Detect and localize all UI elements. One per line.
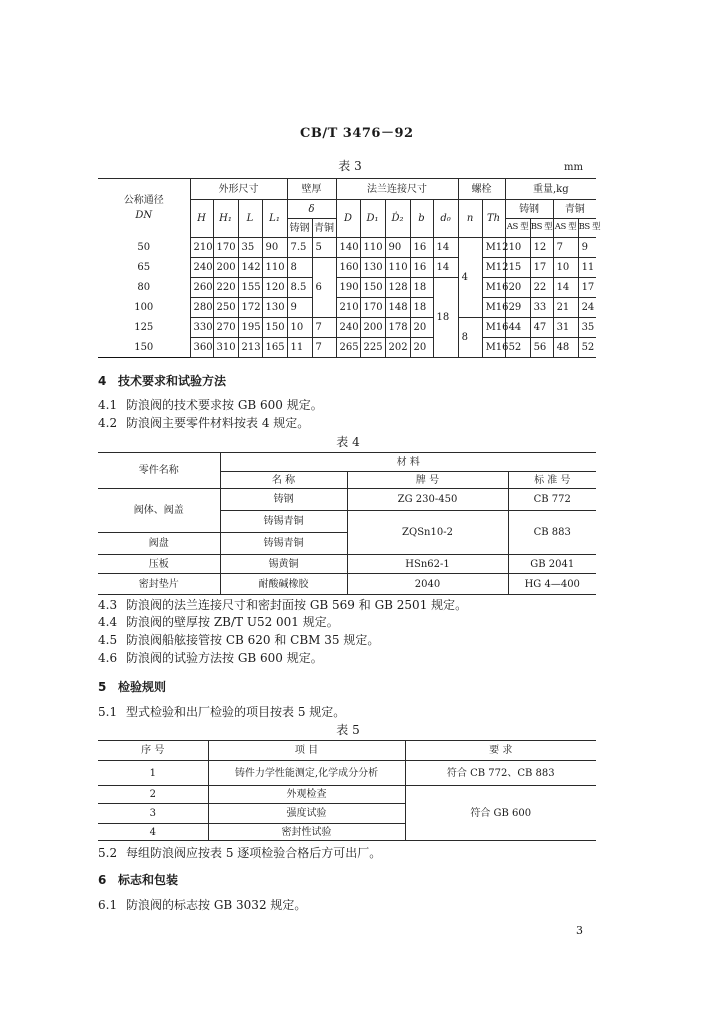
weight-bronze-as-header: AS 型 [553, 219, 578, 238]
part-name-header: 零件名称 [98, 453, 220, 489]
table-row [98, 318, 596, 338]
th-cell: M16 [482, 278, 505, 298]
clause-text: 型式检验和出厂检验的项目按表 5 规定。 [126, 705, 346, 719]
l-cell: 195 [238, 318, 262, 338]
b-header: b [410, 200, 433, 238]
weight-cast-steel-as-cell: 20 [505, 278, 530, 298]
section-number: 4 [98, 374, 107, 388]
th-header: Th [482, 200, 505, 238]
th-cell: M12 [482, 258, 505, 278]
weight-bronze-as-cell: 10 [553, 258, 578, 278]
item-number-header: 序 号 [98, 741, 208, 761]
table-row [98, 258, 596, 278]
weight-bronze-as-cell: 48 [553, 338, 578, 358]
b-cell: 20 [410, 318, 433, 338]
dn-cell: 65 [98, 258, 190, 278]
weight-bronze-bs-header: BS 型 [578, 219, 596, 238]
clause-text: 防浪阀主要零件材料按表 4 规定。 [126, 416, 310, 430]
l1-cell: 130 [262, 298, 287, 318]
h-cell: 360 [190, 338, 213, 358]
wall-thickness-header: 壁厚 [287, 179, 336, 200]
material-grade-cell: ZG 230-450 [347, 489, 508, 511]
item-number-cell: 3 [98, 804, 208, 824]
d1-cell: 150 [360, 278, 385, 298]
h-cell: 330 [190, 318, 213, 338]
l-header: L [238, 200, 262, 238]
section-6-heading [98, 873, 178, 887]
d-cell: 140 [336, 238, 360, 258]
item-number-cell: 4 [98, 824, 208, 841]
material-grade-header: 牌 号 [347, 472, 508, 489]
d-cell: 210 [336, 298, 360, 318]
l1-header: L₁ [262, 200, 287, 238]
material-standard-cell: HG 4—400 [508, 574, 596, 595]
l-cell: 35 [238, 238, 262, 258]
clause-number: 4.3 [98, 598, 118, 612]
page-number: 3 [576, 924, 583, 937]
d-cell: 265 [336, 338, 360, 358]
table-4-body [98, 489, 596, 595]
clause-6-1 [98, 898, 306, 912]
h-cell: 280 [190, 298, 213, 318]
clause-text: 防浪阀的技术要求按 GB 600 规定。 [126, 398, 323, 412]
dn-cell: 150 [98, 338, 190, 358]
material-grade-cell: 2040 [347, 574, 508, 595]
clause-4-1 [98, 398, 323, 412]
clause-text: 防浪阀的法兰连接尺寸和密封面按 GB 569 和 GB 2501 规定。 [126, 598, 468, 612]
b-cell: 18 [410, 298, 433, 318]
weight-bronze-bs-cell: 9 [578, 238, 596, 258]
wall-cast-steel-cell: 8 [287, 258, 312, 278]
th-cell: M12 [482, 238, 505, 258]
material-name-cell: 锡黄铜 [220, 555, 347, 574]
n-header: n [458, 200, 482, 238]
clause-number: 4.1 [98, 398, 118, 412]
weight-cast-steel-bs-cell: 33 [530, 298, 553, 318]
table-row [98, 338, 596, 358]
weight-cast-steel-bs-cell: 47 [530, 318, 553, 338]
dn-cell: 80 [98, 278, 190, 298]
d2-header: Ḋ₂ [385, 200, 410, 238]
material-standard-header: 标 准 号 [508, 472, 596, 489]
clause-number: 4.5 [98, 633, 118, 647]
dn-cell: 50 [98, 238, 190, 258]
nominal-diameter-symbol: DN [135, 210, 153, 222]
material-name-cell: 铸锡青铜 [220, 533, 347, 555]
d2-cell: 110 [385, 258, 410, 278]
clause-text: 防浪阀的试验方法按 GB 600 规定。 [126, 651, 323, 665]
wall-bronze-cell: 7 [312, 318, 336, 338]
clause-5-1 [98, 705, 345, 719]
l-cell: 172 [238, 298, 262, 318]
table-3-unit: mm [564, 162, 583, 173]
inspection-item-cell: 铸件力学性能测定,化学成分分析 [208, 761, 405, 786]
weight-cast-steel-as-cell: 52 [505, 338, 530, 358]
flange-connection-header: 法兰连接尺寸 [336, 179, 458, 200]
table-4-caption: 表 4 [336, 435, 360, 449]
clause-text: 每组防浪阀应按表 5 逐项检验合格后方可出厂。 [126, 846, 382, 860]
clause-number: 6.1 [98, 898, 118, 912]
d1-cell: 110 [360, 238, 385, 258]
table-4-header-row [98, 453, 596, 472]
weight-bronze-bs-cell: 11 [578, 258, 596, 278]
weight-cast-steel-as-cell: 29 [505, 298, 530, 318]
clause-number: 4.4 [98, 615, 118, 629]
bolt-header: 螺栓 [458, 179, 505, 200]
clause-text: 防浪阀船舷接管按 CB 620 和 CBM 35 规定。 [126, 633, 380, 647]
weight-bronze-bs-cell: 24 [578, 298, 596, 318]
th-cell: M16 [482, 338, 505, 358]
weight-cast-steel-bs-cell: 12 [530, 238, 553, 258]
d0-cell: 14 [433, 258, 458, 278]
table-3-caption: 表 3 [338, 159, 362, 173]
section-title: 检验规则 [118, 680, 167, 694]
wall-bronze-cell: 7 [312, 338, 336, 358]
material-name-header: 名 称 [220, 472, 347, 489]
clause-text: 防浪阀的壁厚按 ZB/T U52 001 规定。 [126, 615, 339, 629]
table-row [98, 761, 596, 786]
h1-header: H₁ [213, 200, 238, 238]
d-header: D [336, 200, 360, 238]
h1-cell: 310 [213, 338, 238, 358]
material-header: 材 料 [220, 453, 596, 472]
nominal-diameter-label: 公称通径 [123, 195, 164, 207]
d1-cell: 170 [360, 298, 385, 318]
d0-header: d₀ [433, 200, 458, 238]
weight-header: 重量,kg [505, 179, 596, 200]
item-number-cell: 2 [98, 786, 208, 804]
clause-number: 5.2 [98, 846, 118, 860]
h-cell: 240 [190, 258, 213, 278]
d-cell: 240 [336, 318, 360, 338]
d2-cell: 202 [385, 338, 410, 358]
table-4-materials [98, 452, 596, 595]
section-number: 5 [98, 680, 107, 694]
standard-code: CB/T 3476－92 [300, 126, 414, 141]
wall-bronze-cell: 6 [312, 258, 336, 318]
weight-cast-steel-bs-header: BS 型 [530, 219, 553, 238]
d-cell: 160 [336, 258, 360, 278]
clause-4-3 [98, 598, 467, 612]
wall-bronze-header: 青铜 [312, 219, 336, 238]
wall-cast-steel-cell: 7.5 [287, 238, 312, 258]
h1-cell: 200 [213, 258, 238, 278]
clause-number: 4.2 [98, 416, 118, 430]
section-title: 技术要求和试验方法 [118, 374, 227, 388]
table-3-header-row [98, 179, 596, 200]
b-cell: 16 [410, 258, 433, 278]
material-standard-cell: GB 2041 [508, 555, 596, 574]
nominal-diameter-header [98, 179, 190, 238]
clause-number: 5.1 [98, 705, 118, 719]
b-cell: 18 [410, 278, 433, 298]
th-cell: M16 [482, 298, 505, 318]
d0-cell: 14 [433, 238, 458, 258]
weight-bronze-as-cell: 21 [553, 298, 578, 318]
weight-cast-steel-as-cell: 15 [505, 258, 530, 278]
n-cell: 8 [458, 318, 482, 358]
clause-4-6 [98, 651, 323, 665]
clause-5-2 [98, 846, 381, 860]
d2-cell: 90 [385, 238, 410, 258]
table-row [98, 574, 596, 595]
table-5-body [98, 761, 596, 841]
h-cell: 260 [190, 278, 213, 298]
material-standard-cell: CB 772 [508, 489, 596, 511]
d1-header: D₁ [360, 200, 385, 238]
l1-cell: 90 [262, 238, 287, 258]
requirement-header: 要 求 [405, 741, 596, 761]
weight-cast-steel-as-cell: 44 [505, 318, 530, 338]
table-row [98, 786, 596, 804]
section-4-heading [98, 374, 226, 388]
material-grade-cell: ZQSn10-2 [347, 511, 508, 555]
table-row [98, 555, 596, 574]
dn-cell: 125 [98, 318, 190, 338]
clause-4-4 [98, 615, 339, 629]
table-5-header-row [98, 741, 596, 761]
weight-bronze-bs-cell: 17 [578, 278, 596, 298]
item-number-cell: 1 [98, 761, 208, 786]
clause-4-2 [98, 416, 309, 430]
d2-cell: 178 [385, 318, 410, 338]
n-cell: 4 [458, 238, 482, 318]
table-5-caption: 表 5 [336, 723, 360, 737]
dn-cell: 100 [98, 298, 190, 318]
weight-cast-steel-bs-cell: 56 [530, 338, 553, 358]
l-cell: 213 [238, 338, 262, 358]
d-cell: 190 [336, 278, 360, 298]
table-5-inspection [98, 740, 596, 841]
h-header: H [190, 200, 213, 238]
weight-bronze-bs-cell: 52 [578, 338, 596, 358]
inspection-item-cell: 密封性试验 [208, 824, 405, 841]
weight-cast-steel-as-cell: 10 [505, 238, 530, 258]
requirement-cell: 符合 CB 772、CB 883 [405, 761, 596, 786]
wall-cast-steel-cell: 11 [287, 338, 312, 358]
d0-cell: 18 [433, 278, 458, 358]
l-cell: 142 [238, 258, 262, 278]
wall-cast-steel-cell: 9 [287, 298, 312, 318]
delta-header: δ [287, 200, 336, 219]
table-3-body [98, 238, 596, 358]
table-row [98, 278, 596, 298]
table-3-dimensions [98, 178, 601, 358]
wall-bronze-cell: 5 [312, 238, 336, 258]
b-cell: 20 [410, 338, 433, 358]
b-cell: 16 [410, 238, 433, 258]
clause-4-5 [98, 633, 379, 647]
th-cell: M16 [482, 318, 505, 338]
d1-cell: 225 [360, 338, 385, 358]
weight-cast-steel-as-header: AS 型 [505, 219, 530, 238]
h1-cell: 220 [213, 278, 238, 298]
weight-bronze-header: 青铜 [553, 200, 596, 219]
part-name-cell: 密封垫片 [98, 574, 220, 595]
section-number: 6 [98, 873, 107, 887]
wall-cast-steel-header: 铸钢 [287, 219, 312, 238]
clause-number: 4.6 [98, 651, 118, 665]
weight-cast-steel-header: 铸钢 [505, 200, 553, 219]
table-row [98, 238, 596, 258]
outline-dimensions-header: 外形尺寸 [190, 179, 287, 200]
inspection-item-header: 项 目 [208, 741, 405, 761]
clause-text: 防浪阀的标志按 GB 3032 规定。 [126, 898, 307, 912]
inspection-item-cell: 强度试验 [208, 804, 405, 824]
d1-cell: 130 [360, 258, 385, 278]
material-name-cell: 耐酸碱橡胶 [220, 574, 347, 595]
material-standard-cell: CB 883 [508, 511, 596, 555]
l-cell: 155 [238, 278, 262, 298]
weight-bronze-as-cell: 7 [553, 238, 578, 258]
weight-bronze-bs-cell: 35 [578, 318, 596, 338]
d1-cell: 200 [360, 318, 385, 338]
material-grade-cell: HSn62-1 [347, 555, 508, 574]
weight-bronze-as-cell: 14 [553, 278, 578, 298]
wall-cast-steel-cell: 8.5 [287, 278, 312, 298]
part-name-cell: 阀体、阀盖 [98, 489, 220, 533]
h1-cell: 250 [213, 298, 238, 318]
table-row [98, 489, 596, 511]
h1-cell: 170 [213, 238, 238, 258]
d2-cell: 148 [385, 298, 410, 318]
wall-cast-steel-cell: 10 [287, 318, 312, 338]
section-5-heading [98, 680, 166, 694]
l1-cell: 150 [262, 318, 287, 338]
requirement-cell: 符合 GB 600 [405, 786, 596, 841]
part-name-cell: 压板 [98, 555, 220, 574]
material-name-cell: 铸钢 [220, 489, 347, 511]
section-title: 标志和包装 [118, 873, 179, 887]
table-row [98, 298, 596, 318]
l1-cell: 110 [262, 258, 287, 278]
inspection-item-cell: 外观检查 [208, 786, 405, 804]
h-cell: 210 [190, 238, 213, 258]
weight-cast-steel-bs-cell: 22 [530, 278, 553, 298]
weight-bronze-as-cell: 31 [553, 318, 578, 338]
d2-cell: 128 [385, 278, 410, 298]
h1-cell: 270 [213, 318, 238, 338]
material-name-cell: 铸锡青铜 [220, 511, 347, 533]
l1-cell: 165 [262, 338, 287, 358]
part-name-cell: 阀盘 [98, 533, 220, 555]
l1-cell: 120 [262, 278, 287, 298]
weight-cast-steel-bs-cell: 17 [530, 258, 553, 278]
